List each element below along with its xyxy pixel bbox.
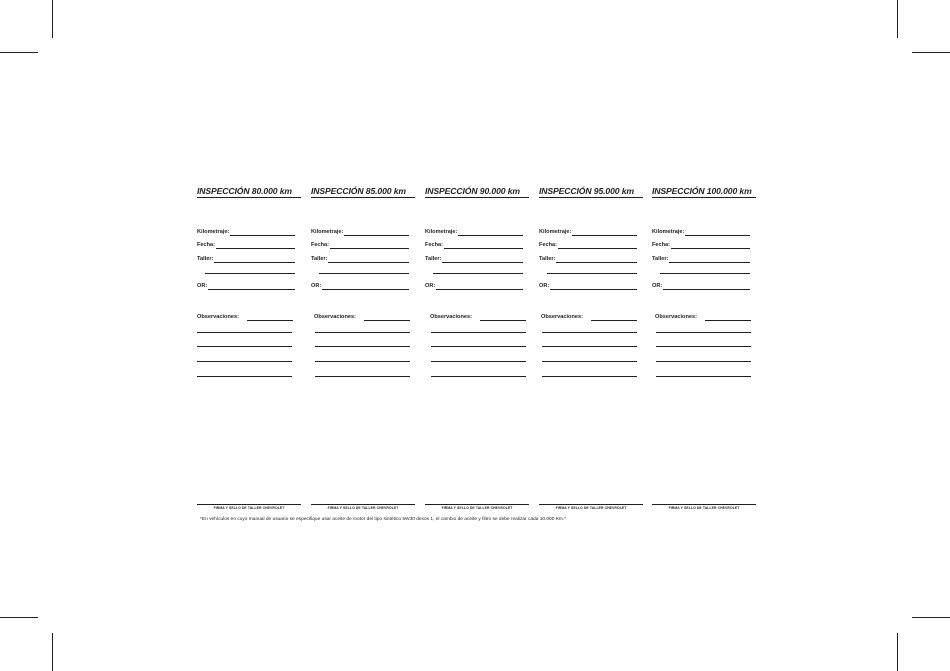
observaciones-label: Observaciones: [314,314,356,320]
inspection-column [197,186,301,320]
taller-label: Taller: [539,256,556,262]
crop-mark [0,617,38,618]
observaciones-line[interactable] [197,361,292,362]
taller-label: Taller: [425,256,442,262]
kilometraje-field[interactable] [311,226,409,236]
or-label: OR: [652,283,663,289]
inspection-title: INSPECCIÓN 90.000 km [425,186,529,198]
fecha-label: Fecha: [425,242,444,248]
observaciones-line[interactable] [197,332,292,333]
observaciones-line[interactable] [656,376,751,377]
kilometraje-label: Kilometraje: [311,229,344,235]
taller-extra-line[interactable] [547,273,637,274]
observaciones-line[interactable] [542,332,637,333]
observaciones-line[interactable] [542,361,637,362]
fecha-field[interactable] [652,239,750,249]
observaciones-line[interactable] [431,332,526,333]
taller-field[interactable] [197,253,295,263]
fecha-field[interactable] [425,239,523,249]
or-field[interactable] [652,280,750,290]
signature-label: FIRMA Y SELLO DE TALLER CHEVROLET [327,506,399,510]
observaciones-line[interactable] [197,376,292,377]
kilometraje-label: Kilometraje: [197,229,230,235]
kilometraje-label: Kilometraje: [539,229,572,235]
taller-label: Taller: [652,256,669,262]
inspection-title: INSPECCIÓN 95.000 km [539,186,643,198]
observaciones-line[interactable] [315,376,410,377]
kilometraje-field[interactable] [539,226,637,236]
taller-extra-line[interactable] [319,273,409,274]
taller-field[interactable] [652,253,750,263]
observaciones-line[interactable] [431,346,526,347]
kilometraje-field[interactable] [425,226,523,236]
taller-extra-line[interactable] [205,273,295,274]
taller-field[interactable] [539,253,637,263]
observaciones-line[interactable] [431,361,526,362]
inspection-column [425,186,529,320]
crop-mark [897,633,898,671]
observaciones-field[interactable] [541,311,637,321]
crop-mark [0,52,38,53]
fecha-field[interactable] [197,239,295,249]
or-field[interactable] [197,280,295,290]
observaciones-line[interactable] [656,361,751,362]
crop-mark [52,633,53,671]
fecha-label: Fecha: [197,242,216,248]
fecha-field[interactable] [311,239,409,249]
observaciones-line[interactable] [542,346,637,347]
taller-extra-line[interactable] [433,273,523,274]
observaciones-line[interactable] [656,332,751,333]
observaciones-line[interactable] [315,332,410,333]
signature-label: FIRMA Y SELLO DE TALLER CHEVROLET [213,506,285,510]
kilometraje-field[interactable] [652,226,750,236]
inspection-title: INSPECCIÓN 100.000 km [652,186,756,198]
crop-mark [912,52,950,53]
taller-field[interactable] [425,253,523,263]
fecha-label: Fecha: [652,242,671,248]
observaciones-label: Observaciones: [430,314,472,320]
taller-label: Taller: [197,256,214,262]
or-label: OR: [311,283,322,289]
kilometraje-field[interactable] [197,226,295,236]
observaciones-field[interactable] [197,311,293,321]
signature-label: FIRMA Y SELLO DE TALLER CHEVROLET [555,506,627,510]
observaciones-field[interactable] [314,311,410,321]
crop-mark [912,617,950,618]
or-field[interactable] [311,280,409,290]
inspection-title: INSPECCIÓN 85.000 km [311,186,415,198]
signature-label: FIRMA Y SELLO DE TALLER CHEVROLET [668,506,740,510]
or-field[interactable] [425,280,523,290]
inspection-column [652,186,756,320]
kilometraje-label: Kilometraje: [425,229,458,235]
taller-label: Taller: [311,256,328,262]
observaciones-line[interactable] [315,361,410,362]
observaciones-label: Observaciones: [655,314,697,320]
observaciones-line[interactable] [431,376,526,377]
observaciones-field[interactable] [655,311,751,321]
signature-line[interactable] [425,504,529,511]
fecha-field[interactable] [539,239,637,249]
footnote: *En vehículos en cuyo manual de usuario se especifique usar aceite de motor del tipo sintético 5W30 dexos 1, el cambio de aceite y filtro se debe realizar cada 10.000 Km.* [200,517,567,522]
taller-field[interactable] [311,253,409,263]
inspection-title: INSPECCIÓN 80.000 km [197,186,301,198]
inspection-column [539,186,643,320]
kilometraje-label: Kilometraje: [652,229,685,235]
or-label: OR: [539,283,550,289]
observaciones-field[interactable] [430,311,526,321]
observaciones-line[interactable] [315,346,410,347]
observaciones-label: Observaciones: [541,314,583,320]
or-field[interactable] [539,280,637,290]
observaciones-line[interactable] [542,376,637,377]
observaciones-label: Observaciones: [197,314,239,320]
signature-line[interactable] [539,504,643,511]
signature-line[interactable] [197,504,301,511]
crop-mark [52,0,53,38]
taller-extra-line[interactable] [660,273,750,274]
observaciones-line[interactable] [656,346,751,347]
signature-label: FIRMA Y SELLO DE TALLER CHEVROLET [441,506,513,510]
fecha-label: Fecha: [311,242,330,248]
crop-mark [897,0,898,38]
observaciones-line[interactable] [197,346,292,347]
signature-line[interactable] [311,504,415,511]
fecha-label: Fecha: [539,242,558,248]
signature-line[interactable] [652,504,756,511]
or-label: OR: [197,283,208,289]
or-label: OR: [425,283,436,289]
inspection-column [311,186,415,320]
